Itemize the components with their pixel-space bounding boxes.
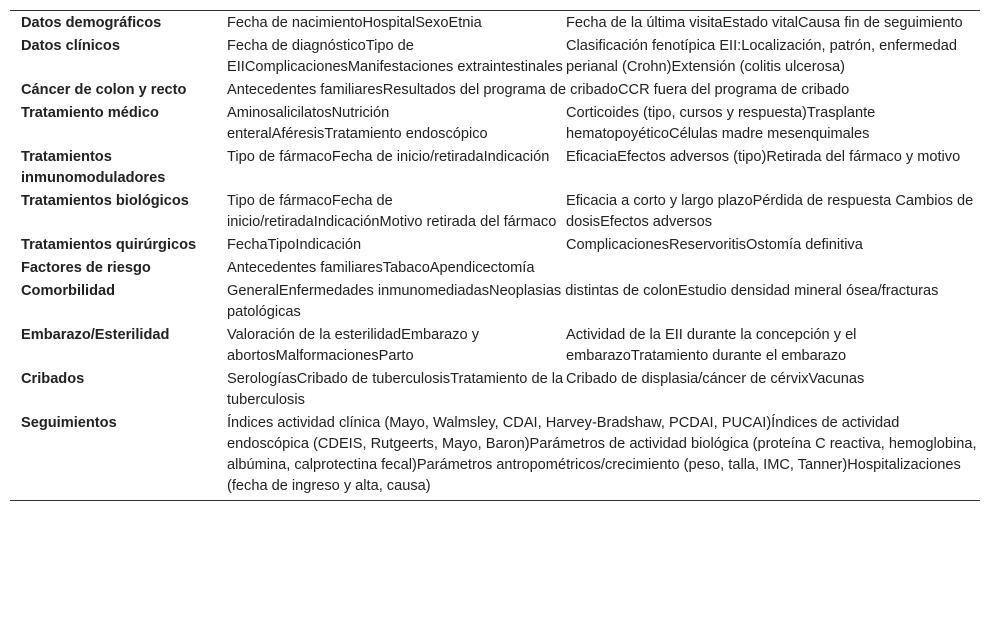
row-category: Tratamientos inmunomoduladores xyxy=(21,149,166,186)
row-category: Datos clínicos xyxy=(21,38,120,54)
row-variables-right: Eficacia a corto y largo plazoPérdida de respuesta Cambios de dosisEfectos adversos xyxy=(566,193,974,230)
row-category: Embarazo/Esterilidad xyxy=(21,327,170,343)
row-variables-right: Clasificación fenotípica EII:Localización, patrón, enfermedad perianal (Crohn)Extensión (colitis ulcerosa) xyxy=(566,38,958,75)
row-variables-left: Valoración de la esterilidadEmbarazo y abortosMalformacionesParto xyxy=(227,327,480,364)
row-variables-left: FechaTipoIndicación xyxy=(227,237,362,253)
row-category: Cribados xyxy=(21,371,85,387)
row-variables-span: Antecedentes familiaresTabacoApendicectomía xyxy=(227,260,535,276)
table-row xyxy=(10,79,980,102)
data-table-container xyxy=(10,10,980,501)
row-category: Cáncer de colon y recto xyxy=(21,82,187,98)
row-variables-right: ComplicacionesReservoritisOstomía definitiva xyxy=(566,237,863,253)
row-category: Tratamientos quirúrgicos xyxy=(21,237,197,253)
table-row xyxy=(10,102,980,146)
row-variables-right: Corticoides (tipo, cursos y respuesta)Trasplante hematopoyéticoCélulas madre mesenquimales xyxy=(566,105,876,142)
table-row xyxy=(10,368,980,412)
row-variables-left: Fecha de nacimientoHospitalSexoEtnia xyxy=(227,15,482,31)
row-variables-span: Antecedentes familiaresResultados del programa de cribadoCCR fuera del programa de cribado xyxy=(227,82,850,98)
table-row xyxy=(10,324,980,368)
row-variables-left: Fecha de diagnósticoTipo de EIIComplicacionesManifestaciones extraintestinales xyxy=(227,38,563,75)
table-row xyxy=(10,35,980,79)
row-variables-left: Tipo de fármacoFecha de inicio/retiradaIndicación xyxy=(227,149,550,165)
row-variables-right: Fecha de la última visitaEstado vitalCausa fin de seguimiento xyxy=(566,15,963,31)
table-row xyxy=(10,412,980,501)
row-variables-right: Actividad de la EII durante la concepción y el embarazoTratamiento durante el embarazo xyxy=(566,327,857,364)
row-category: Tratamientos biológicos xyxy=(21,193,189,209)
row-category: Comorbilidad xyxy=(21,283,116,299)
table-row xyxy=(10,11,980,36)
row-category: Datos demográficos xyxy=(21,15,162,31)
row-variables-right: EficaciaEfectos adversos (tipo)Retirada del fármaco y motivo xyxy=(566,149,961,165)
row-variables-left: SerologíasCribado de tuberculosisTratamiento de la tuberculosis xyxy=(227,371,564,408)
row-category: Tratamiento médico xyxy=(21,105,159,121)
row-variables-left: AminosalicilatosNutrición enteralAféresisTratamiento endoscópico xyxy=(227,105,488,142)
table-row xyxy=(10,280,980,324)
table-row xyxy=(10,257,980,280)
row-variables-left: Tipo de fármacoFecha de inicio/retiradaIndicaciónMotivo retirada del fármaco xyxy=(227,193,557,230)
row-category: Factores de riesgo xyxy=(21,260,151,276)
row-variables-span: Índices actividad clínica (Mayo, Walmsley, CDAI, Harvey-Bradshaw, PCDAI, PUCAI)Índices de actividad endoscópica (CDEIS, Rutgeerts, Mayo, Baron)Parámetros de actividad biológica (proteína C reactiva, hemoglobina, albúmina, calprotectina fecal)Parámetros antropométricos/crecimiento (peso, talla, IMC, Tanner)Hospitalizaciones (fecha de ingreso y alta, causa) xyxy=(227,415,977,494)
table-row xyxy=(10,190,980,234)
row-variables-right: Cribado de displasia/cáncer de cérvixVacunas xyxy=(566,371,865,387)
row-category: Seguimientos xyxy=(21,415,117,431)
table-row xyxy=(10,234,980,257)
row-variables-span: GeneralEnfermedades inmunomediadasNeoplasias distintas de colonEstudio densidad mineral ósea/fracturas patológicas xyxy=(227,283,939,320)
table-row xyxy=(10,146,980,190)
variables-table xyxy=(10,10,980,501)
